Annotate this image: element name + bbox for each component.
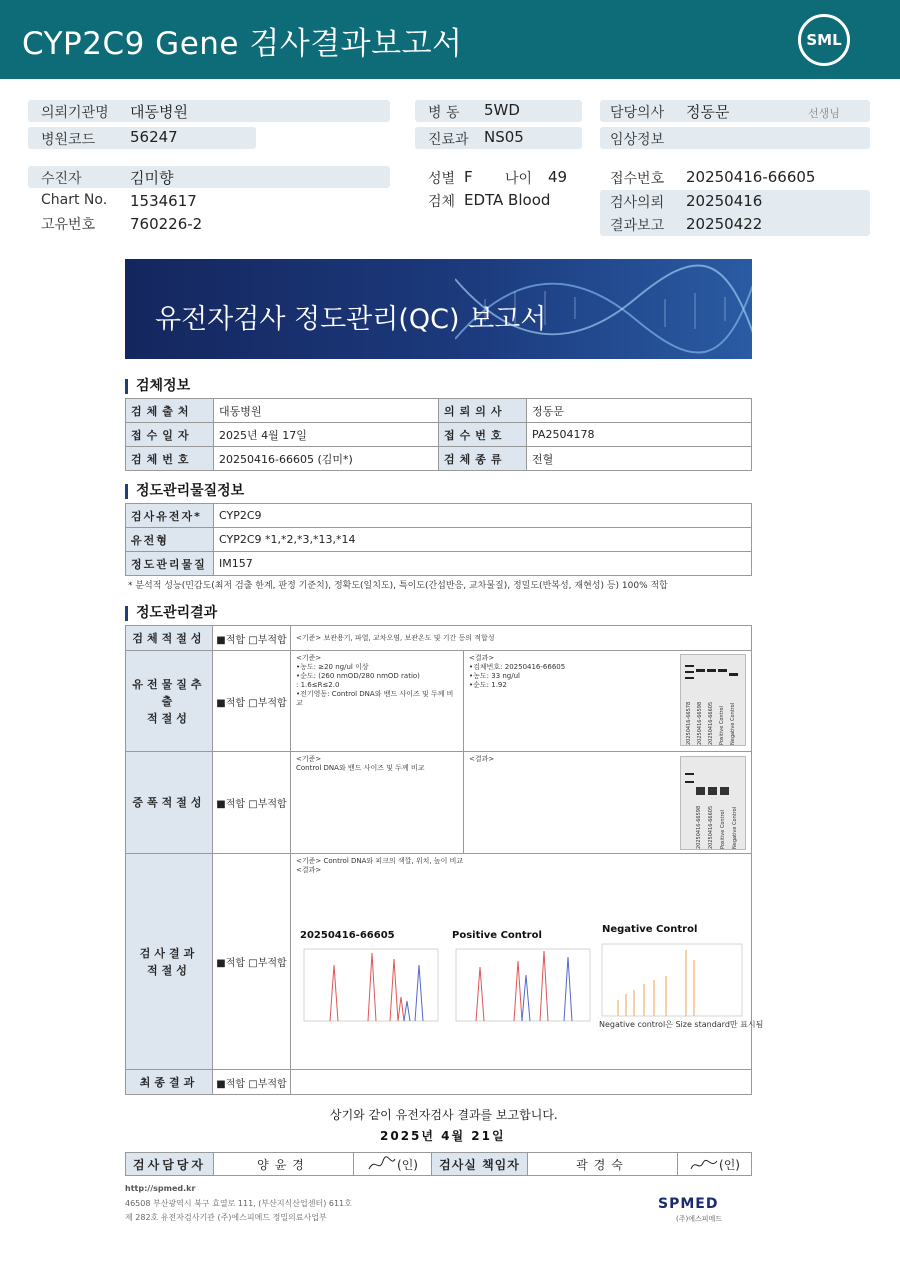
r4-label-line1: 검사결과: [139, 946, 199, 960]
cell-label: 검체출처: [126, 399, 214, 423]
gel-lane-labels: [681, 699, 747, 747]
fail-mark: □부적합: [248, 958, 287, 969]
spmed-logo: SPMED: [658, 1196, 719, 1212]
fail-mark: □부적합: [248, 1078, 287, 1090]
r5-label: 최종결과: [125, 1069, 213, 1095]
r1-label: 검체적절성: [125, 625, 213, 651]
age-value: 49: [548, 168, 568, 186]
cell-value: PA2504178: [527, 423, 752, 447]
text-line: <결과>: [296, 866, 322, 874]
cell-label: 검사유전자*: [126, 504, 214, 528]
spmed-logo-sub: (주)에스피메드: [676, 1215, 723, 1223]
text-line: Control DNA와 밴드 사이즈 및 두께 비교: [296, 764, 425, 772]
cell-value: 2025년 4월 17일: [214, 423, 439, 447]
name-row: [28, 166, 390, 188]
sample-info-heading: 검체정보: [125, 379, 190, 394]
fail-mark: □부적합: [248, 634, 287, 646]
header-bar: [0, 0, 900, 79]
r4-judgement: [212, 853, 291, 1070]
signature-icon: [367, 1155, 397, 1173]
closing-date: 2025년 4월 21일: [380, 1129, 506, 1143]
lane-label: 20250416-66578: [686, 701, 692, 745]
cell-value: CYP2C9 *1,*2,*3,*13,*14: [214, 528, 752, 552]
qc-result-heading: 정도관리결과: [125, 606, 217, 621]
report-date-value: 20250422: [686, 215, 763, 233]
sex-value: F: [464, 168, 473, 186]
table-row: [126, 423, 752, 447]
director-seal: [678, 1153, 751, 1175]
cell-value: CYP2C9: [214, 504, 752, 528]
cell-label: 정도관리물질: [126, 552, 214, 576]
negative-electropherogram: [598, 940, 744, 1018]
r5-judgement: [212, 1069, 291, 1095]
extraction-gel-image: [680, 654, 746, 746]
table-row: [126, 447, 752, 471]
request-value: 20250416: [686, 192, 763, 210]
age-label: 나이: [505, 171, 533, 187]
doctor-suffix: 선생님: [808, 107, 840, 120]
lane-label: Positive Control: [719, 706, 725, 745]
hospital-value: 대동병원: [130, 103, 188, 121]
accession-label: 접수번호: [610, 171, 665, 187]
table-row: [126, 528, 752, 552]
cell-label: 접수번호: [439, 423, 527, 447]
table-row: [126, 399, 752, 423]
r5-value: [290, 1069, 752, 1095]
dept-label: 진료과: [428, 132, 469, 148]
cell-value: IM157: [214, 552, 752, 576]
text-line: •농도: 33 ng/ul: [469, 672, 520, 680]
qc-material-heading: 정도관리물질정보: [125, 484, 244, 499]
id-label: 고유번호: [41, 217, 96, 233]
r4-label: [125, 853, 213, 1070]
code-value: 56247: [130, 128, 178, 146]
cell-value: 대동병원: [214, 399, 439, 423]
accession-value: 20250416-66605: [686, 168, 816, 186]
qc-banner: [125, 259, 752, 359]
lane-label: 20250416-66598: [697, 701, 703, 745]
ward-label: 병 동: [428, 105, 460, 121]
pass-mark: ■적합: [216, 1078, 246, 1090]
chart-label: Chart No.: [41, 192, 108, 208]
specimen-value: EDTA Blood: [464, 191, 551, 209]
r3-judgement: [212, 751, 291, 854]
hospital-label: 의뢰기관명: [41, 105, 109, 121]
signature-table: [125, 1152, 752, 1176]
cell-label: 유전형: [126, 528, 214, 552]
pass-mark: ■적합: [216, 697, 246, 709]
text-line: <기준>: [296, 654, 322, 662]
name-label: 수진자: [41, 171, 82, 187]
amplification-gel-image: [680, 756, 746, 850]
qc-note: * 분석적 성능(민감도(최저 검출 한계, 판정 기준치), 정확도(일치도), 특이도(간섭반응, 교차물질), 정밀도(반복성, 재현성) 등) 100% 적합: [128, 581, 668, 591]
fail-mark: □부적합: [248, 799, 287, 810]
pass-mark: ■적합: [216, 799, 246, 810]
pass-mark: ■적합: [216, 958, 246, 969]
text-line: <기준>: [296, 755, 322, 763]
director-label: 검사실 책임자: [432, 1153, 528, 1175]
r3-criteria: [290, 751, 464, 854]
specimen-label: 검체: [428, 194, 456, 210]
cell-label: 검체번호: [126, 447, 214, 471]
cell-label: 접수일자: [126, 423, 214, 447]
chart-title-negative: Negative Control: [602, 924, 698, 935]
text-line: •순도: (260 nmOD/280 nmOD ratio): [296, 672, 420, 680]
sex-label: 성별: [428, 171, 456, 187]
cell-label: 검체종류: [439, 447, 527, 471]
seal-mark: (인): [397, 1157, 418, 1172]
report-title: CYP2C9 Gene 검사결과보고서: [22, 26, 463, 62]
text-line: •전기영동: Control DNA와 밴드 사이즈 및 두께 비교: [296, 690, 454, 707]
text-line: •순도: 1.92: [469, 681, 507, 689]
lane-label: Negative Control: [732, 806, 738, 849]
text-line: <결과>: [469, 755, 495, 763]
dept-value: NS05: [484, 128, 524, 146]
footer-license: 제 282호 유전자검사기관 (주)에스피메드 정밀의료사업부: [125, 1213, 327, 1222]
code-label: 병원코드: [41, 132, 96, 148]
director-name: 곽경숙: [528, 1153, 678, 1175]
positive-electropherogram: [452, 945, 592, 1025]
pass-mark: ■적합: [216, 634, 246, 646]
cell-label: 의뢰의사: [439, 399, 527, 423]
r4-label-line2: 적절성: [147, 963, 191, 977]
footer-address: 46508 부산광역시 북구 효열로 111, (부산지식산업센터) 611호: [125, 1199, 352, 1208]
tester-name: 양윤경: [214, 1153, 354, 1175]
banner-title: 유전자검사 정도관리(QC) 보고서: [155, 304, 547, 335]
table-row: [126, 552, 752, 576]
sml-logo: SML: [798, 14, 850, 66]
signature-icon: [689, 1155, 719, 1173]
r2-judgement: [212, 650, 291, 752]
text-line: <기준> Control DNA와 피크의 색깔, 위치, 높이 비교: [296, 857, 464, 865]
negative-note: Negative control은 Size standard만 표시됨: [599, 1020, 764, 1029]
sample-electropherogram: [300, 945, 440, 1025]
r2-label-line1: 유전물질추출: [132, 677, 206, 708]
sample-info-table: [125, 398, 752, 471]
text-line: •농도: ≥20 ng/ul 이상: [296, 663, 369, 671]
lane-label: 20250416-66605: [708, 805, 714, 849]
lane-label: Negative Control: [730, 702, 736, 745]
lane-label: 20250416-66598: [696, 805, 702, 849]
lane-label: 20250416-66605: [708, 701, 714, 745]
gel-lane-labels: [681, 803, 747, 851]
ward-value: 5WD: [484, 101, 520, 119]
request-label: 검사의뢰: [610, 195, 665, 211]
r1-criteria: <기준> 보관용기, 파열, 교차오염, 보관온도 및 기간 등의 적합성: [290, 625, 752, 651]
lane-label: Positive Control: [720, 810, 726, 849]
r2-label: [125, 650, 213, 752]
r1-judgement: [212, 625, 291, 651]
text-line: •검체번호: 20250416-66605: [469, 663, 566, 671]
report-date-label: 결과보고: [610, 218, 665, 234]
tester-seal: [354, 1153, 432, 1175]
text-line: : 1.6≤R≤2.0: [296, 681, 340, 689]
cell-value: 20250416-66605 (김미*): [214, 447, 439, 471]
id-value: 760226-2: [130, 215, 203, 233]
closing-statement: 상기와 같이 유전자검사 결과를 보고합니다.: [330, 1108, 558, 1122]
chart-title-positive: Positive Control: [452, 930, 542, 941]
clinical-label: 임상정보: [610, 132, 665, 148]
seal-mark: (인): [719, 1157, 740, 1172]
text-line: <결과>: [469, 654, 495, 662]
qc-material-table: [125, 503, 752, 576]
r3-label: 증폭적절성: [125, 751, 213, 854]
r2-criteria: [290, 650, 464, 752]
tester-label: 검사담당자: [126, 1153, 214, 1175]
footer-url: http://spmed.kr: [125, 1184, 196, 1193]
doctor-value: 정동문: [686, 103, 730, 121]
cell-value: 전혈: [527, 447, 752, 471]
cell-value: 정동문: [527, 399, 752, 423]
table-row: [126, 504, 752, 528]
chart-title-sample: 20250416-66605: [300, 930, 395, 941]
r2-label-line2: 적절성: [147, 711, 191, 725]
chart-value: 1534617: [130, 192, 197, 210]
name-value: 김미향: [130, 169, 174, 187]
fail-mark: □부적합: [248, 697, 287, 709]
doctor-label: 담당의사: [610, 105, 665, 121]
